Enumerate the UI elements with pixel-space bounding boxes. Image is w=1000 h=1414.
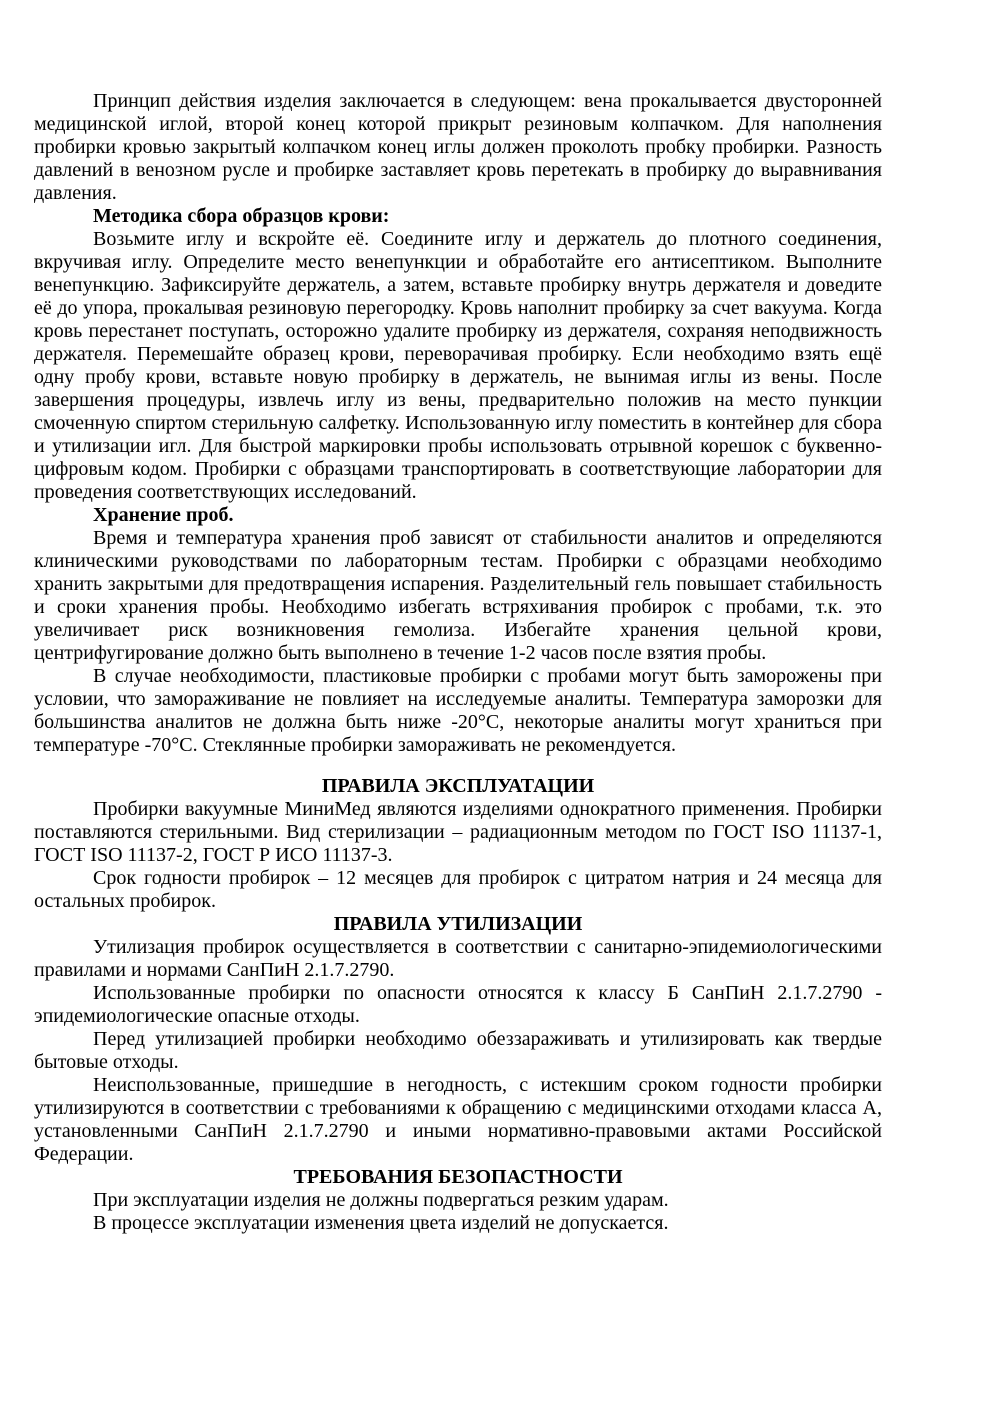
paragraph-no-color-change: В процессе эксплуатации изменения цвета изделий не допускается. (93, 1212, 669, 1234)
paragraph-single-use-sterilization: Пробирки вакуумные МиниМед являются изделиями однократного применения. Пробирки поставляются стерильными. Вид стерилизации – радиационным методом по ГОСТ ISO 11137-1, ГОСТ ISO 11137-2, ГОСТ Р ИСО 11137-3. (34, 798, 882, 866)
section-heading-operation-rules: ПРАВИЛА ЭКСПЛУАТАЦИИ (321, 775, 595, 797)
paragraph-unused-tubes-disposal: Неиспользованные, пришедшие в негодность, с истекшим сроком годности пробирки утилизируются в соответствии с требованиями к обращению с медицинскими отходами класса А, установленными СанПиН 2.1.7.2790 и иными нормативно-правовыми актами Российской Федерации. (34, 1074, 882, 1165)
paragraph-shelf-life: Срок годности пробирок – 12 месяцев для пробирок с цитратом натрия и 24 месяца для остальных пробирок. (34, 867, 882, 912)
paragraph-freezing-conditions: В случае необходимости, пластиковые пробирки с пробами могут быть заморожены при условии, что замораживание не повлияет на исследуемые аналиты. Температура заморозки для большинства аналитов не должна быть ниже -20°С, некоторые аналиты могут храниться при температуре -70°С. Стеклянные пробирки замораживать не рекомендуется. (34, 665, 882, 756)
paragraph-collection-procedure: Возьмите иглу и вскройте её. Соедините иглу и держатель до плотного соединения, вкручивая иглу. Определите место венепункции и обработайте его антисептиком. Выполните венепункцию. Зафиксируйте держатель, а затем, вставьте пробирку внутрь держателя и доведите её до упора, прокалывая резиновую перегородку. Кровь наполнит пробирку за счет вакуума. Когда кровь перестанет поступать, осторожно удалите пробирку из держателя, сохраняя неподвижность держателя. Перемешайте образец крови, переворачивая пробирку. Если необходимо взять ещё одну пробу крови, вставьте новую пробирку в держатель, не вынимая иглы из вены. После завершения процедуры, извлечь иглу из вены, предварительно положив на место пункции смоченную спиртом стерильную салфетку. Использованную иглу поместить в контейнер для сбора и утилизации игл. Для быстрой маркировки пробы использовать отрывной корешок с буквенно-цифровым кодом. Пробирки с образцами транспортировать в соответствующие лаборатории для проведения соответствующих исследований. (34, 228, 882, 503)
paragraph-no-sharp-impacts: При эксплуатации изделия не должны подвергаться резким ударам. (93, 1189, 669, 1211)
paragraph-disposal-sanpin: Утилизация пробирок осуществляется в соответствии с санитарно-эпидемиологическими правилами и нормами СанПиН 2.1.7.2790. (34, 936, 882, 981)
paragraph-storage-conditions: Время и температура хранения проб зависят от стабильности аналитов и определяются клиническими руководствами по лабораторным тестам. Пробирки с образцами необходимо хранить закрытыми для предотвращения испарения. Разделительный гель повышает стабильность и сроки хранения пробы. Необходимо избегать встряхивания пробирок с пробами, т.к. это увеличивает риск возникновения гемолиза. Избегайте хранения цельной крови, центрифугирование должно быть выполнено в течение 1-2 часов после взятия пробы. (34, 527, 882, 664)
heading-blood-collection-method: Методика сбора образцов крови: (93, 205, 390, 227)
paragraph-operating-principle: Принцип действия изделия заключается в следующем: вена прокалывается двусторонней медицинской иглой, второй конец которой прикрыт резиновым колпачком. Для наполнения пробирки кровью закрытый колпачком конец иглы должен проколоть пробку пробирки. Разность давлений в венозном русле и пробирке заставляет кровь перетекать в пробирку до выравнивания давления. (34, 90, 882, 204)
section-heading-safety-requirements: ТРЕБОВАНИЯ БЕЗОПАСТНОСТИ (293, 1166, 623, 1188)
paragraph-disinfection-before-disposal: Перед утилизацией пробирки необходимо обеззараживать и утилизировать как твердые бытовые отходы. (34, 1028, 882, 1073)
heading-sample-storage: Хранение проб. (93, 504, 234, 526)
paragraph-hazard-class-b: Использованные пробирки по опасности относятся к классу Б СанПиН 2.1.7.2790 - эпидемиологические опасные отходы. (34, 982, 882, 1027)
section-heading-disposal-rules: ПРАВИЛА УТИЛИЗАЦИИ (333, 913, 583, 935)
